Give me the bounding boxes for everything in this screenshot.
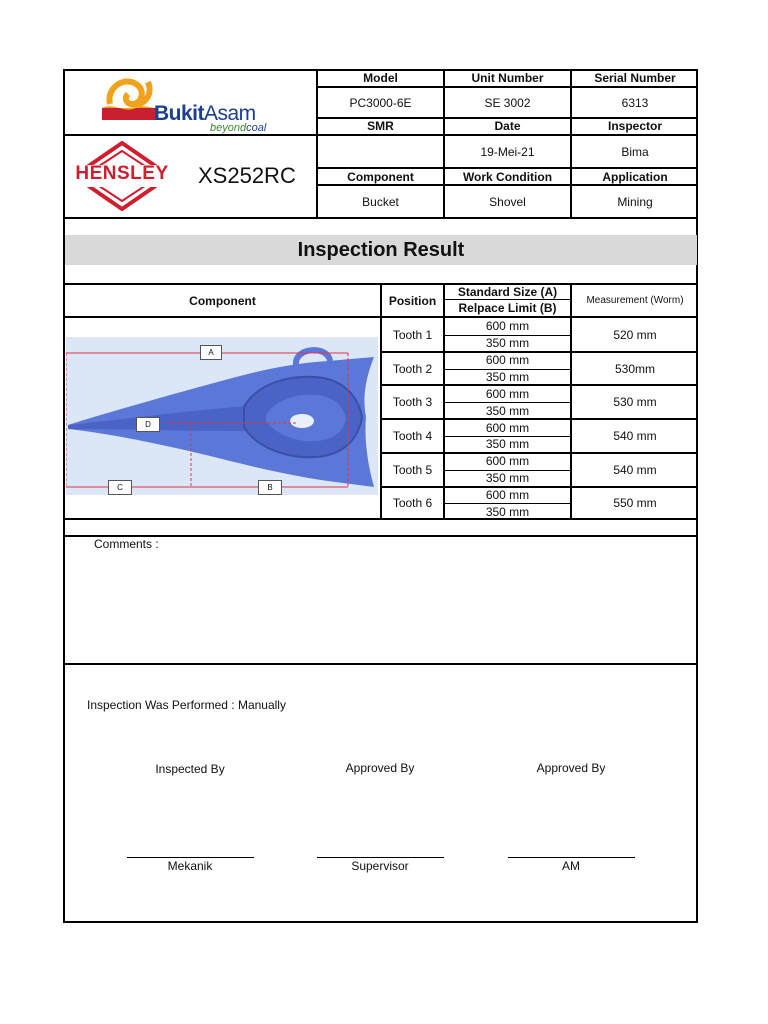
serial-number-label: Serial Number (594, 71, 676, 85)
measurement-cell: 540 mm (613, 462, 657, 477)
position-cell: Tooth 2 (392, 361, 433, 376)
dimension-label-d: D (136, 417, 160, 432)
inspector-value: Bima (621, 144, 649, 159)
sig-role-am: AM (562, 859, 580, 873)
standard-size-cell: 600 mm (485, 454, 530, 469)
model-label: Model (363, 71, 398, 85)
measurement-cell: 550 mm (613, 496, 657, 511)
serial-number-value: 6313 (621, 95, 649, 110)
component-value: Bucket (362, 194, 399, 209)
unit-number-value: SE 3002 (484, 95, 531, 110)
application-label: Application (602, 169, 668, 184)
sig-title-2: Approved By (345, 761, 415, 775)
measurement-cell: 520 mm (613, 327, 657, 342)
row-split-line (443, 503, 571, 504)
row-split-line (443, 470, 571, 471)
logo-asam-text: Asam (204, 102, 256, 125)
measurement-cell: 530 mm (613, 395, 657, 410)
row-split-line (443, 369, 571, 370)
replace-limit-cell: 350 mm (485, 369, 530, 384)
unit-number-label: Unit Number (471, 71, 544, 85)
position-header: Position (388, 293, 437, 308)
component-header: Component (189, 293, 256, 308)
model-value: PC3000-6E (349, 95, 412, 110)
work-condition-value: Shovel (489, 194, 526, 209)
position-cell: Tooth 3 (392, 395, 433, 410)
row-split-line (443, 436, 571, 437)
performed-text: Inspection Was Performed : Manually (87, 698, 286, 712)
standard-size-cell: 600 mm (485, 386, 530, 401)
row-split-line (443, 335, 571, 336)
dimension-label-c: C (108, 480, 132, 495)
sig-title-3: Approved By (536, 761, 606, 775)
replace-limit-cell: 350 mm (485, 504, 530, 519)
section-title: Inspection Result (297, 238, 465, 261)
comments-label: Comments : (94, 537, 159, 551)
bucket-tooth-icon (66, 337, 378, 495)
row-split-line (443, 402, 571, 403)
work-condition-label: Work Condition (462, 169, 553, 184)
standard-size-header: Standard Size (A) (457, 284, 558, 299)
product-code: XS252RC (198, 163, 296, 188)
date-value: 19-Mei-21 (480, 144, 535, 159)
standard-size-cell: 600 mm (485, 420, 530, 435)
logo-bukit-text: Bukit (154, 102, 204, 125)
dimension-label-a: A (200, 345, 222, 360)
logo-tagline-coal: coal (246, 122, 267, 134)
replace-limit-cell: 350 mm (485, 403, 530, 418)
bucket-tooth-diagram (66, 337, 378, 495)
bukit-asam-logo (100, 72, 300, 134)
smr-label: SMR (367, 119, 394, 133)
position-cell: Tooth 5 (392, 462, 433, 477)
replace-limit-cell: 350 mm (485, 336, 530, 351)
comments-bottom-line (63, 663, 698, 665)
position-cell: Tooth 6 (392, 496, 433, 511)
date-label: Date (494, 119, 521, 133)
measurement-header: Measurement (Worm) (586, 295, 684, 306)
standard-size-cell: 600 mm (485, 319, 530, 334)
sig-title-1: Inspected By (155, 762, 225, 776)
bukit-asam-emblem-icon (102, 74, 162, 124)
inspector-label: Inspector (607, 119, 662, 133)
standard-size-cell: 600 mm (485, 487, 530, 502)
replace-limit-cell: 350 mm (485, 471, 530, 486)
sig-role-mekanik: Mekanik (167, 859, 213, 873)
smr-value (318, 136, 443, 167)
replace-limit-cell: 350 mm (485, 437, 530, 452)
position-cell: Tooth 4 (392, 428, 433, 443)
replace-limit-header: Relpace Limit (B) (458, 301, 557, 315)
logo-tagline-beyond: beyond (210, 122, 247, 134)
position-cell: Tooth 1 (392, 327, 433, 342)
header-line (63, 217, 698, 219)
sig-role-supervisor: Supervisor (351, 859, 409, 873)
hensley-wordmark: HENSLEY (75, 163, 169, 184)
dimension-label-b: B (258, 480, 282, 495)
component-label: Component (347, 169, 414, 184)
measurement-cell: 530mm (614, 361, 655, 376)
application-value: Mining (617, 194, 653, 209)
measurement-cell: 540 mm (613, 428, 657, 443)
hensley-logo (72, 141, 172, 211)
standard-size-cell: 600 mm (485, 353, 530, 368)
